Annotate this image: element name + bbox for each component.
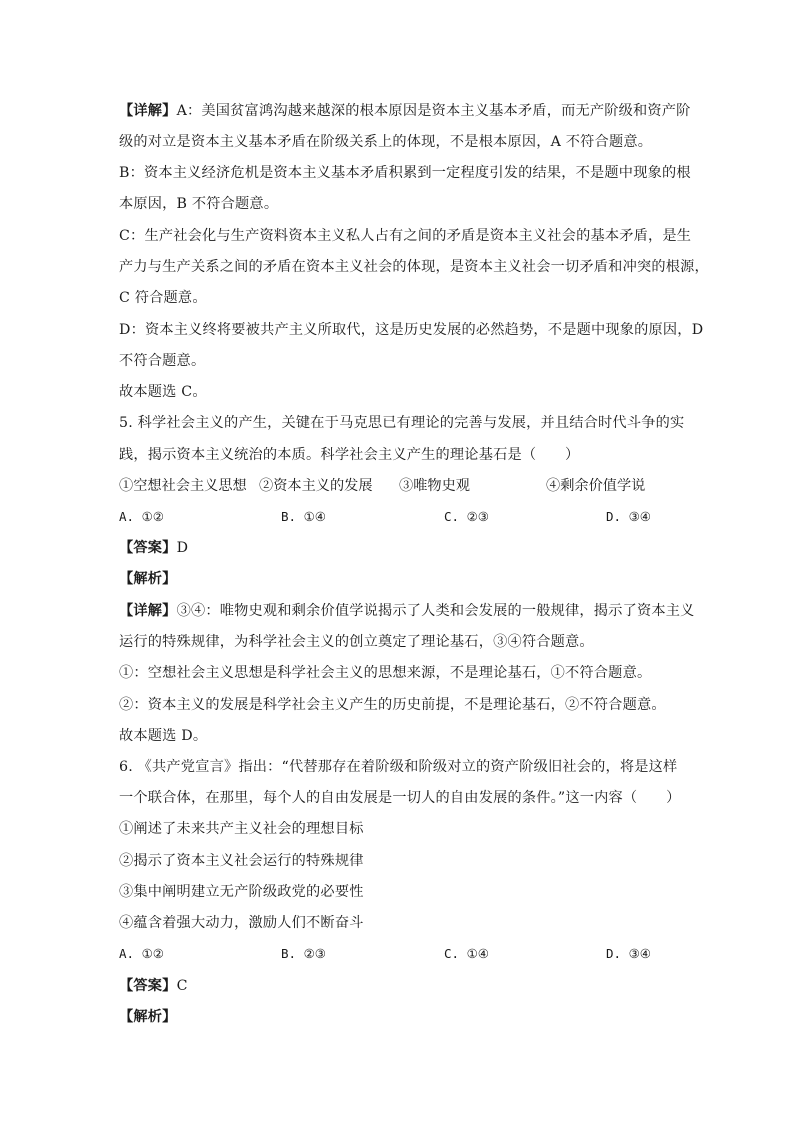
q5-detail-line2: 运行的特殊规律，为科学社会主义的创立奠定了理论基石，③④符合题意。 bbox=[119, 634, 594, 650]
q5-item-1: ①空想社会主义思想 bbox=[119, 478, 247, 494]
q5-option-a: A. ①② bbox=[119, 509, 164, 524]
q6-item-4: ④蕴含着强大动力，激励人们不断奋斗 bbox=[119, 915, 364, 931]
q5-option-c: C. ②③ bbox=[444, 509, 489, 524]
q6-analysis-label: 【解析】 bbox=[119, 1009, 177, 1025]
q5-stem-line1: 5. 科学社会主义的产生，关键在于马克思已有理论的完善与发展，并且结合时代斗争的实 bbox=[119, 415, 685, 431]
q5-option-d: D. ③④ bbox=[606, 509, 651, 524]
answer-value: C bbox=[176, 978, 188, 994]
q4-detail-a-line1 bbox=[119, 101, 691, 121]
q6-stem-line1: 6. 《共产党宣言》指出：“代替那存在着阶级和阶级对立的资产阶级旧社会的，将是这样 bbox=[119, 759, 678, 775]
q5-item-2: ②资本主义的发展 bbox=[259, 478, 373, 494]
q6-answer bbox=[119, 976, 188, 996]
q5-detail-line4: ②：资本主义的发展是科学社会主义产生的历史前提，不是理论基石，②不符合题意。 bbox=[119, 697, 666, 713]
answer-label: 【答案】 bbox=[119, 540, 177, 556]
detail-text: A：美国贫富鸿沟越来越深的根本原因是资本主义基本矛盾，而无产阶级和资产阶 bbox=[176, 103, 691, 119]
q5-detail-line1 bbox=[119, 601, 695, 621]
q5-conclusion: 故本题选 D。 bbox=[119, 728, 208, 744]
q6-option-b: B. ②③ bbox=[281, 946, 326, 961]
detail-label: 【详解】 bbox=[119, 103, 177, 119]
q4-detail-c-line1: C：生产社会化与生产资料资本主义私人占有之间的矛盾是资本主义社会的基本矛盾，是生 bbox=[119, 228, 692, 244]
detail-text: ③④：唯物史观和剩余价值学说揭示了人类和会发展的一般规律，揭示了资本主义 bbox=[176, 603, 695, 619]
answer-label: 【答案】 bbox=[119, 978, 177, 994]
q5-item-3: ③唯物史观 bbox=[399, 478, 470, 494]
q6-option-c: C. ①④ bbox=[444, 946, 489, 961]
q6-item-2: ②揭示了资本主义社会运行的特殊规律 bbox=[119, 853, 364, 869]
q6-stem-line2: 一个联合体，在那里，每个人的自由发展是一切人的自由发展的条件。”这一内容（ ） bbox=[119, 790, 681, 806]
q6-option-d: D. ③④ bbox=[606, 946, 651, 961]
q5-option-b: B. ①④ bbox=[281, 509, 326, 524]
q4-detail-c-line2: 产力与生产关系之间的矛盾在资本主义社会的体现，是资本主义社会一切矛盾和冲突的根源， bbox=[119, 259, 709, 275]
q5-item-4: ④剩余价值学说 bbox=[546, 478, 646, 494]
q5-analysis-label: 【解析】 bbox=[119, 571, 177, 587]
q4-detail-b-line1: B：资本主义经济危机是资本主义基本矛盾积累到一定程度引发的结果，不是题中现象的根 bbox=[119, 165, 691, 181]
q4-conclusion: 故本题选 C。 bbox=[119, 384, 207, 400]
q6-item-3: ③集中阐明建立无产阶级政党的必要性 bbox=[119, 884, 364, 900]
q4-detail-a-line2: 级的对立是资本主义基本矛盾在阶级关系上的体现，不是根本原因，A 不符合题意。 bbox=[119, 134, 653, 150]
q6-option-a: A. ①② bbox=[119, 946, 164, 961]
q4-detail-d-line1: D：资本主义终将要被共产主义所取代，这是历史发展的必然趋势，不是题中现象的原因，D bbox=[119, 322, 704, 338]
q5-answer bbox=[119, 538, 188, 558]
q4-detail-d-line2: 不符合题意。 bbox=[119, 353, 206, 369]
q5-detail-line3: ①：空想社会主义思想是科学社会主义的思想来源，不是理论基石，①不符合题意。 bbox=[119, 665, 652, 681]
q4-detail-c-line3: C 符合题意。 bbox=[119, 290, 207, 306]
detail-label: 【详解】 bbox=[119, 603, 177, 619]
answer-value: D bbox=[176, 540, 189, 556]
q6-item-1: ①阐述了未来共产主义社会的理想目标 bbox=[119, 821, 364, 837]
q4-detail-b-line2: 本原因，B 不符合题意。 bbox=[119, 196, 279, 212]
q5-stem-line2: 践，揭示资本主义统治的本质。科学社会主义产生的理论基石是（ ） bbox=[119, 447, 580, 463]
